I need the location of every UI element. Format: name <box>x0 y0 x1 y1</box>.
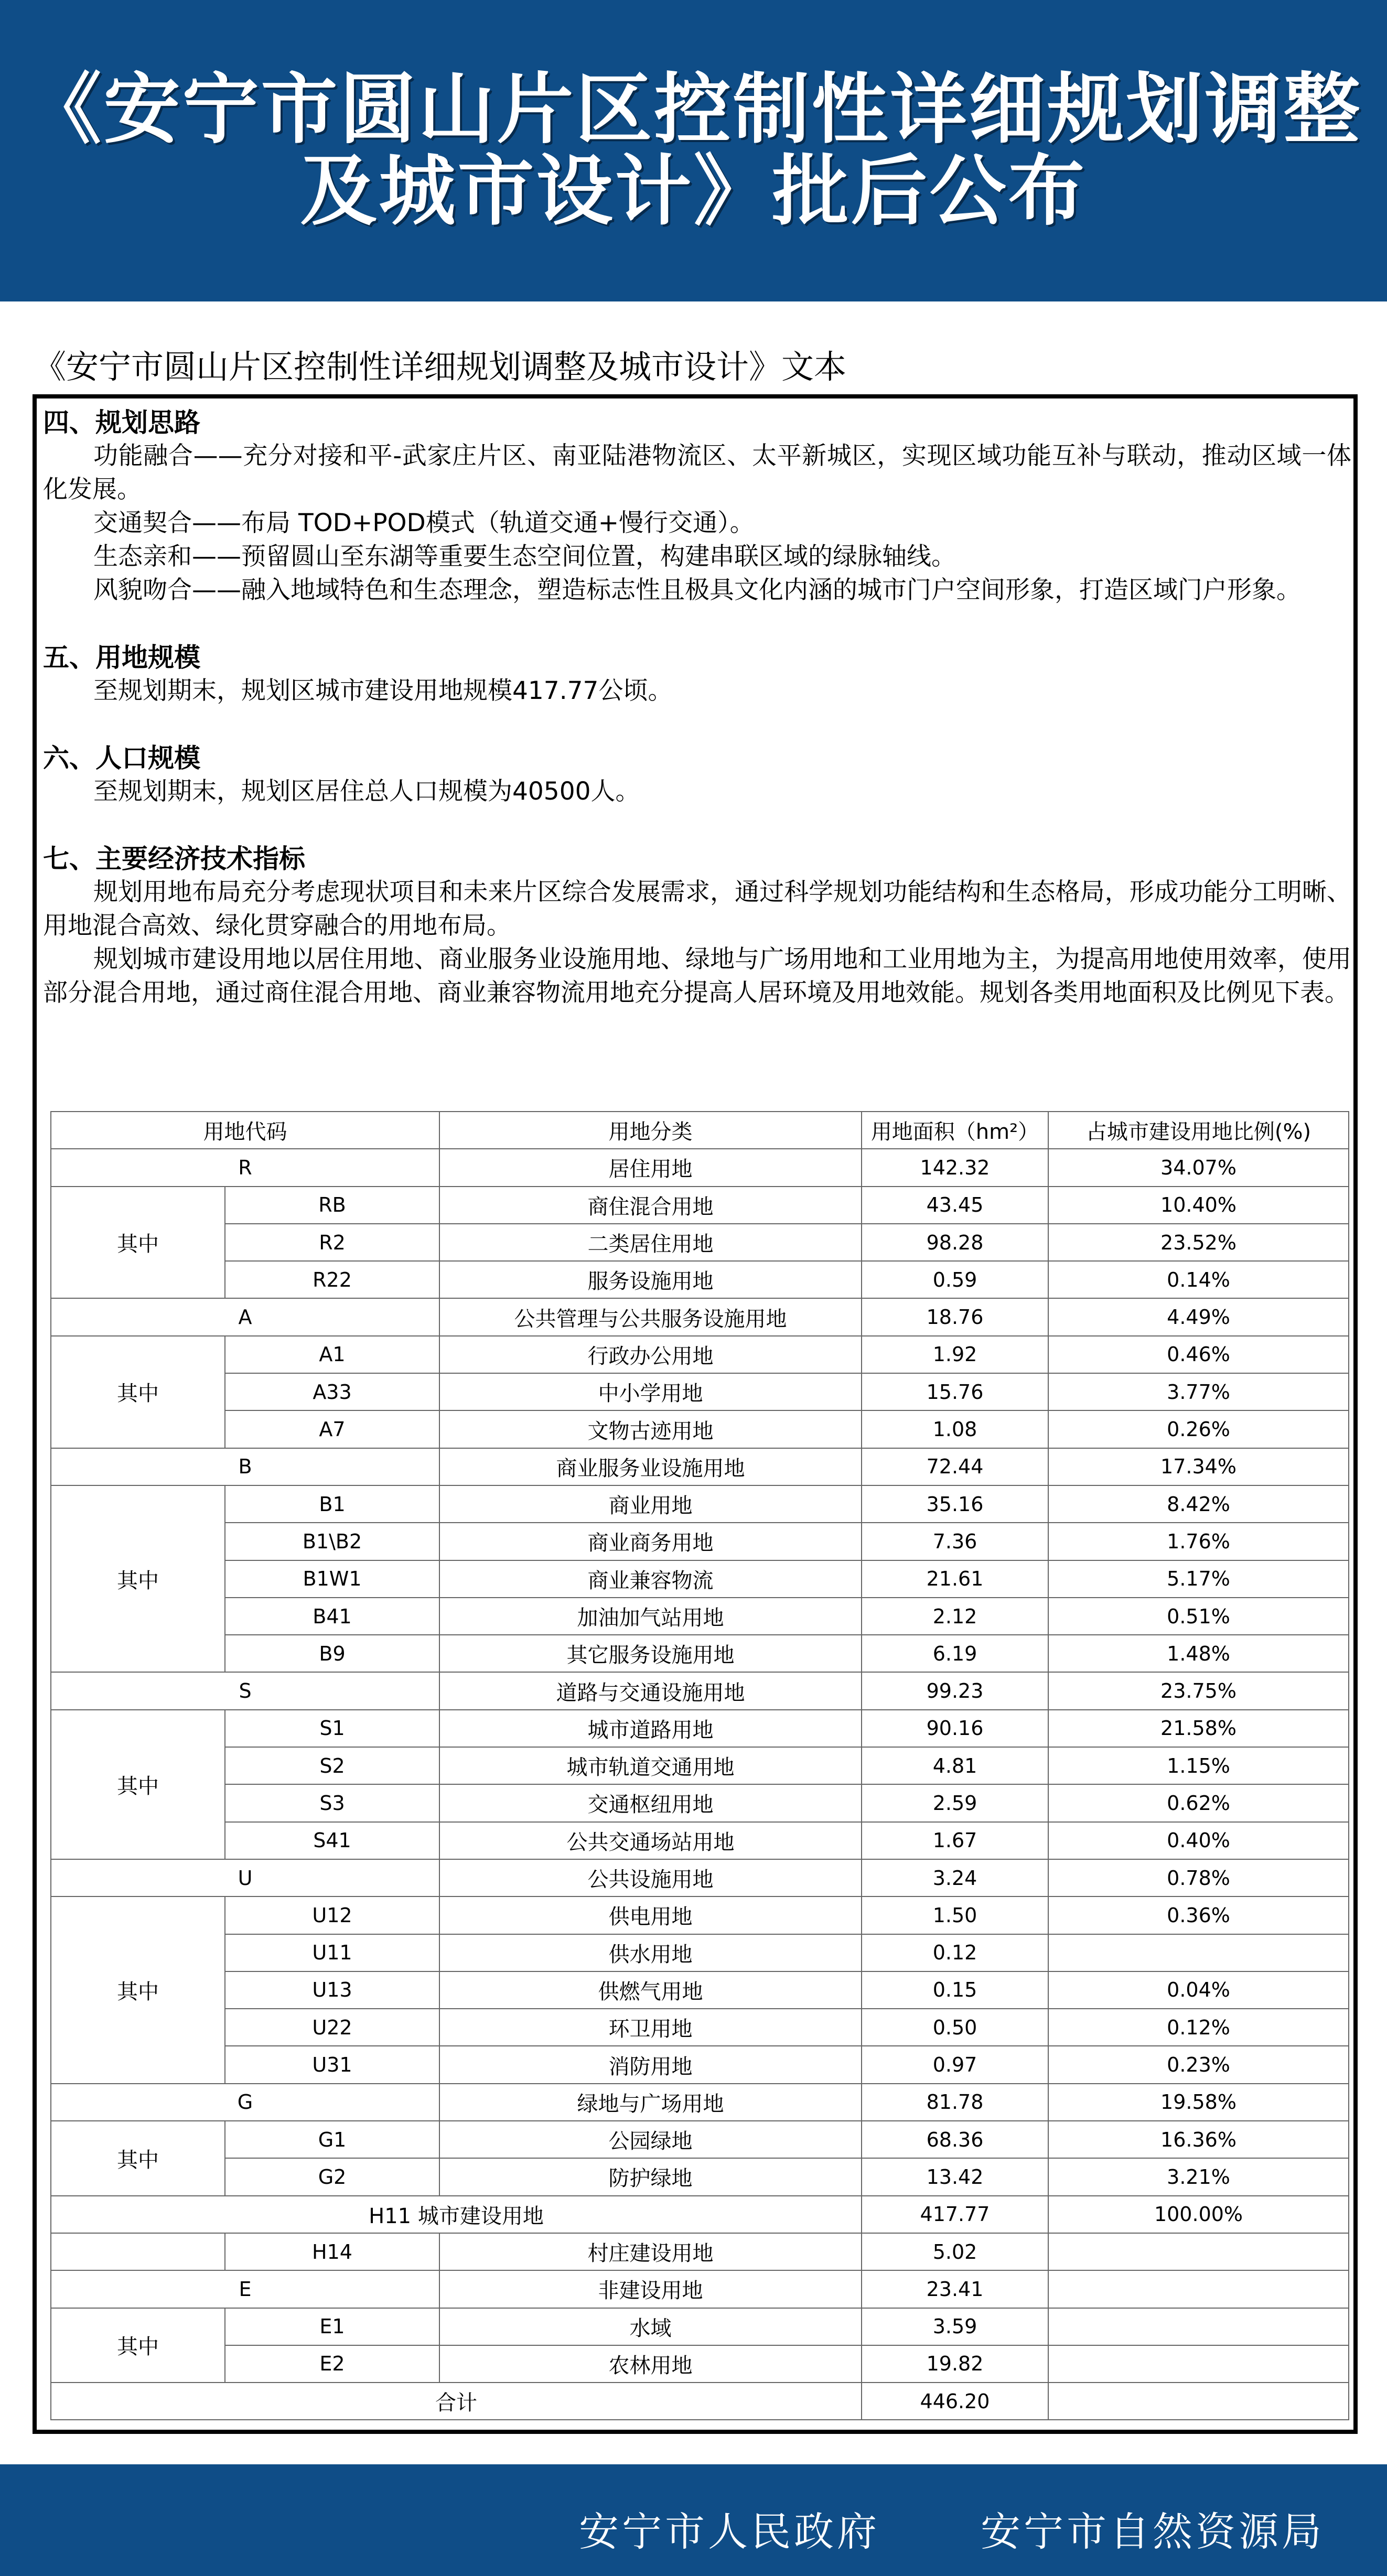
land-category: 文物古迹用地 <box>439 1410 862 1448</box>
table-row <box>51 1187 1349 1224</box>
land-ratio: 5.17% <box>1048 1560 1349 1598</box>
land-category: 商业兼容物流 <box>439 1560 862 1598</box>
land-code: B41 <box>225 1598 439 1635</box>
land-area: 1.67 <box>862 1822 1048 1859</box>
table-row <box>51 2121 1349 2158</box>
land-ratio: 17.34% <box>1048 1448 1349 1485</box>
land-category: 交通枢纽用地 <box>439 1784 862 1821</box>
table-row <box>51 1298 1349 1335</box>
land-area: 99.23 <box>862 1672 1048 1709</box>
land-ratio <box>1048 1934 1349 1971</box>
planning-text <box>43 406 1351 1010</box>
land-category: 行政办公用地 <box>439 1336 862 1373</box>
land-code: U12 <box>225 1896 439 1934</box>
land-area: 1.92 <box>862 1336 1048 1373</box>
section-paragraph: 至规划期末，规划区居住总人口规模为40500人。 <box>93 777 640 806</box>
land-category: 非建设用地 <box>439 2270 862 2308</box>
land-ratio <box>1048 2233 1349 2270</box>
title-banner <box>0 0 1387 301</box>
land-area: 3.24 <box>862 1859 1048 1896</box>
sub-group-label: 其中 <box>51 1896 225 2083</box>
land-ratio: 0.12% <box>1048 2009 1349 2046</box>
land-code: R2 <box>225 1224 439 1261</box>
land-category: 道路与交通设施用地 <box>439 1672 862 1709</box>
land-ratio: 0.23% <box>1048 2046 1349 2083</box>
land-code: E2 <box>225 2345 439 2383</box>
header-category: 用地分类 <box>439 1112 862 1149</box>
land-code: B <box>51 1448 439 1485</box>
land-code: B1W1 <box>225 1560 439 1598</box>
land-code: B1 <box>225 1485 439 1523</box>
section-paragraph: 风貌吻合——融入地域特色和生态理念，塑造标志性且极具文化内涵的城市门户空间形象，打造区域门户形象。 <box>93 576 1301 605</box>
table-row <box>51 2345 1349 2383</box>
land-ratio: 0.40% <box>1048 1822 1349 1859</box>
land-category: 水域 <box>439 2308 862 2345</box>
footer-org-resources-bureau: 安宁市自然资源局 <box>981 2508 1325 2555</box>
land-area: 72.44 <box>862 1448 1048 1485</box>
land-area: 3.59 <box>862 2308 1048 2345</box>
table-row <box>51 2009 1349 2046</box>
land-ratio: 1.48% <box>1048 1635 1349 1672</box>
land-ratio: 100.00% <box>1048 2196 1349 2233</box>
land-ratio: 16.36% <box>1048 2121 1349 2158</box>
table-row <box>51 1261 1349 1298</box>
land-code: B1\B2 <box>225 1523 439 1560</box>
header-code: 用地代码 <box>51 1112 439 1149</box>
section-heading: 五、用地规模 <box>43 642 200 673</box>
land-category: 二类居住用地 <box>439 1224 862 1261</box>
land-category: 农林用地 <box>439 2345 862 2383</box>
land-code: A7 <box>225 1410 439 1448</box>
land-category: 商住混合用地 <box>439 1187 862 1224</box>
table-row <box>51 1224 1349 1261</box>
land-area: 98.28 <box>862 1224 1048 1261</box>
table-row <box>51 1112 1349 1149</box>
header-ratio: 占城市建设用地比例(%) <box>1048 1112 1349 1149</box>
land-code: U11 <box>225 1934 439 1971</box>
table-row <box>51 2084 1349 2121</box>
page-title-line-2: 及城市设计》批后公布 <box>300 147 1087 236</box>
land-code: H14 <box>225 2233 439 2270</box>
table-row <box>51 2308 1349 2345</box>
land-area: 23.41 <box>862 2270 1048 2308</box>
land-ratio: 10.40% <box>1048 1187 1349 1224</box>
land-category: 防护绿地 <box>439 2158 862 2195</box>
land-area: 6.19 <box>862 1635 1048 1672</box>
land-ratio: 3.77% <box>1048 1373 1349 1410</box>
land-code: A1 <box>225 1336 439 1373</box>
land-code: B9 <box>225 1635 439 1672</box>
land-ratio: 0.51% <box>1048 1598 1349 1635</box>
land-category: 公共设施用地 <box>439 1859 862 1896</box>
land-category: 村庄建设用地 <box>439 2233 862 2270</box>
section-gap <box>43 708 1351 741</box>
table-row <box>51 1149 1349 1186</box>
land-category: 中小学用地 <box>439 1373 862 1410</box>
table-row <box>51 2046 1349 2083</box>
land-category: 供电用地 <box>439 1896 862 1934</box>
land-category: 商业用地 <box>439 1485 862 1523</box>
land-area: 35.16 <box>862 1485 1048 1523</box>
table-row <box>51 2383 1349 2420</box>
land-area: 0.15 <box>862 1971 1048 2009</box>
table-row <box>51 1822 1349 1859</box>
land-category: 城市道路用地 <box>439 1710 862 1747</box>
land-area: 0.50 <box>862 2009 1048 2046</box>
table-row <box>51 1523 1349 1560</box>
land-area: 5.02 <box>862 2233 1048 2270</box>
land-ratio <box>1048 2345 1349 2383</box>
land-code: G1 <box>225 2121 439 2158</box>
land-code: S41 <box>225 1822 439 1859</box>
table-row <box>51 1598 1349 1635</box>
land-ratio: 0.46% <box>1048 1336 1349 1373</box>
land-code: RB <box>225 1187 439 1224</box>
land-category: 供燃气用地 <box>439 1971 862 2009</box>
land-ratio: 1.15% <box>1048 1747 1349 1784</box>
section-paragraph: 规划用地布局充分考虑现状项目和未来片区综合发展需求，通过科学规划功能结构和生态格局，形成功能分工明晰、用地混合高效、绿化贯穿融合的用地布局。 <box>43 878 1351 940</box>
land-code: E1 <box>225 2308 439 2345</box>
land-code: R <box>51 1149 439 1186</box>
section-heading: 六、人口规模 <box>43 743 200 773</box>
section-heading: 四、规划思路 <box>43 407 200 438</box>
land-ratio: 3.21% <box>1048 2158 1349 2195</box>
land-ratio: 0.14% <box>1048 1261 1349 1298</box>
land-category: 服务设施用地 <box>439 1261 862 1298</box>
land-code: S3 <box>225 1784 439 1821</box>
land-ratio <box>1048 2383 1349 2420</box>
land-ratio: 21.58% <box>1048 1710 1349 1747</box>
land-code: E <box>51 2270 439 2308</box>
land-area: 90.16 <box>862 1710 1048 1747</box>
document-frame <box>33 394 1358 2434</box>
land-ratio: 0.04% <box>1048 1971 1349 2009</box>
land-code: S <box>51 1672 439 1709</box>
table-row <box>51 1373 1349 1410</box>
land-ratio <box>1048 2308 1349 2345</box>
table-row <box>51 1896 1349 1934</box>
table-row <box>51 1560 1349 1598</box>
land-area: 43.45 <box>862 1187 1048 1224</box>
table-row <box>51 1672 1349 1709</box>
land-area: 142.32 <box>862 1149 1048 1186</box>
land-code: U22 <box>225 2009 439 2046</box>
table-row <box>51 1747 1349 1784</box>
land-code: S2 <box>225 1747 439 1784</box>
land-area: 0.59 <box>862 1261 1048 1298</box>
land-category: 环卫用地 <box>439 2009 862 2046</box>
section-heading: 七、主要经济技术指标 <box>43 844 305 874</box>
table-row <box>51 1635 1349 1672</box>
sub-group-label: 其中 <box>51 1710 225 1859</box>
table-row <box>51 1448 1349 1485</box>
land-category: 绿地与广场用地 <box>439 2084 862 2121</box>
land-code: U31 <box>225 2046 439 2083</box>
land-code: S1 <box>225 1710 439 1747</box>
land-ratio: 23.52% <box>1048 1224 1349 1261</box>
land-code: R22 <box>225 1261 439 1298</box>
land-use-table-wrap <box>50 1111 1348 2420</box>
section-gap <box>43 809 1351 842</box>
land-ratio: 1.76% <box>1048 1523 1349 1560</box>
land-ratio: 34.07% <box>1048 1149 1349 1186</box>
table-row <box>51 1710 1349 1747</box>
land-category: 城市轨道交通用地 <box>439 1747 862 1784</box>
land-category: 商业服务业设施用地 <box>439 1448 862 1485</box>
sub-group-label: 其中 <box>51 1187 225 1299</box>
total-area: 446.20 <box>862 2383 1048 2420</box>
land-area: 18.76 <box>862 1298 1048 1335</box>
land-category: 加油加气站用地 <box>439 1598 862 1635</box>
land-ratio: 0.62% <box>1048 1784 1349 1821</box>
land-category: 公共管理与公共服务设施用地 <box>439 1298 862 1335</box>
land-ratio: 0.36% <box>1048 1896 1349 1934</box>
land-ratio: 4.49% <box>1048 1298 1349 1335</box>
header-area: 用地面积（hm²） <box>862 1112 1048 1149</box>
table-row <box>51 2233 1349 2270</box>
land-use-table <box>50 1111 1349 2420</box>
land-ratio: 23.75% <box>1048 1672 1349 1709</box>
land-area: 417.77 <box>862 2196 1048 2233</box>
land-area: 1.50 <box>862 1896 1048 1934</box>
land-category: 消防用地 <box>439 2046 862 2083</box>
land-code: G <box>51 2084 439 2121</box>
land-category: 公共交通场站用地 <box>439 1822 862 1859</box>
land-ratio: 19.58% <box>1048 2084 1349 2121</box>
land-area: 15.76 <box>862 1373 1048 1410</box>
land-ratio: 0.78% <box>1048 1859 1349 1896</box>
land-area: 7.36 <box>862 1523 1048 1560</box>
sub-group-label: 其中 <box>51 1336 225 1448</box>
table-row <box>51 2196 1349 2233</box>
land-category: 公园绿地 <box>439 2121 862 2158</box>
table-row <box>51 1784 1349 1821</box>
table-row <box>51 1336 1349 1373</box>
land-area: 19.82 <box>862 2345 1048 2383</box>
land-code: A <box>51 1298 439 1335</box>
table-row <box>51 1859 1349 1896</box>
section-paragraph: 生态亲和——预留圆山至东湖等重要生态空间位置，构建串联区域的绿脉轴线。 <box>93 542 956 571</box>
footer-bar <box>0 2464 1387 2576</box>
empty-cell <box>51 2233 225 2270</box>
land-area: 81.78 <box>862 2084 1048 2121</box>
land-code: U <box>51 1859 439 1896</box>
land-area: 21.61 <box>862 1560 1048 1598</box>
table-row <box>51 2270 1349 2308</box>
document-subtitle: 《安宁市圆山片区控制性详细规划调整及城市设计》文本 <box>34 348 847 386</box>
table-row <box>51 1971 1349 2009</box>
section-paragraph: 交通契合——布局 TOD+POD模式（轨道交通+慢行交通）。 <box>93 509 755 537</box>
sub-group-label: 其中 <box>51 2308 225 2383</box>
land-area: 2.12 <box>862 1598 1048 1635</box>
total-label: 合计 <box>51 2383 862 2420</box>
section-paragraph: 至规划期末，规划区城市建设用地规模417.77公顷。 <box>93 676 673 705</box>
land-category: 居住用地 <box>439 1149 862 1186</box>
land-area: 1.08 <box>862 1410 1048 1448</box>
land-area: 4.81 <box>862 1747 1048 1784</box>
land-ratio <box>1048 2270 1349 2308</box>
table-row <box>51 1485 1349 1523</box>
h11-label: H11 城市建设用地 <box>51 2196 862 2233</box>
land-code: G2 <box>225 2158 439 2195</box>
land-category: 供水用地 <box>439 1934 862 1971</box>
section-paragraph: 规划城市建设用地以居住用地、商业服务业设施用地、绿地与广场用地和工业用地为主，为提高用地使用效率，使用部分混合用地，通过商住混合用地、商业兼容物流用地充分提高人居环境及用地效能。规划各类用地面积及比例见下表。 <box>43 945 1351 1007</box>
land-code: A33 <box>225 1373 439 1410</box>
land-ratio: 0.26% <box>1048 1410 1349 1448</box>
land-area: 0.97 <box>862 2046 1048 2083</box>
sub-group-label: 其中 <box>51 2121 225 2196</box>
land-code: U13 <box>225 1971 439 2009</box>
table-row <box>51 1410 1349 1448</box>
land-area: 0.12 <box>862 1934 1048 1971</box>
sub-group-label: 其中 <box>51 1485 225 1672</box>
land-category: 其它服务设施用地 <box>439 1635 862 1672</box>
table-row <box>51 1934 1349 1971</box>
land-category: 商业商务用地 <box>439 1523 862 1560</box>
land-area: 13.42 <box>862 2158 1048 2195</box>
table-row <box>51 2158 1349 2195</box>
section-paragraph: 功能融合——充分对接和平-武家庄片区、南亚陆港物流区、太平新城区，实现区域功能互补与联动，推动区域一体化发展。 <box>43 441 1351 504</box>
land-area: 2.59 <box>862 1784 1048 1821</box>
page-title-line-1: 《安宁市圆山片区控制性详细规划调整 <box>25 65 1362 154</box>
section-gap <box>43 607 1351 641</box>
land-area: 68.36 <box>862 2121 1048 2158</box>
land-ratio: 8.42% <box>1048 1485 1349 1523</box>
footer-org-government: 安宁市人民政府 <box>579 2508 880 2555</box>
